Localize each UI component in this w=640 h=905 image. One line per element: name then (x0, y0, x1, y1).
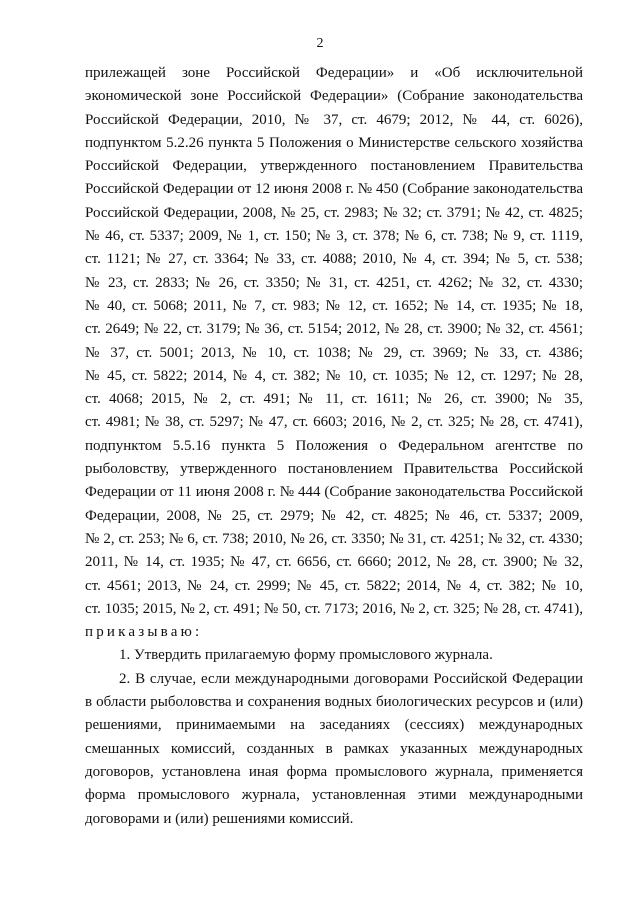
text-line: ст. 4068; 2015, № 2, ст. 491; № 11, ст. 1611; № 26, ст. 3900; № 35, (85, 391, 583, 408)
text-line: № 37, ст. 5001; 2013, № 10, ст. 1038; № 29, ст. 3969; № 33, ст. 4386; (85, 344, 583, 361)
text-line: подпунктом 5.2.26 пункта 5 Положения о Министерстве сельского хозяйства (85, 134, 583, 151)
paragraph-2-line: форма промыслового журнала, установленная этими международными (85, 787, 583, 804)
text-line: ст. 4981; № 38, ст. 5297; № 47, ст. 6603; 2016, № 2, ст. 325; № 28, ст. 4741), (85, 414, 583, 431)
text-line: Российской Федерации, утвержденного постановлением Правительства (85, 158, 583, 175)
order-word: приказываю: (85, 624, 203, 641)
text-line: прилежащей зоне Российской Федерации» и «Об исключительной (85, 65, 583, 81)
text-line: № 23, ст. 2833; № 26, ст. 3350; № 31, ст. 4251, ст. 4262; № 32, ст. 4330; (85, 274, 583, 291)
document-body (85, 62, 583, 831)
paragraph-2-line: смешанных комиссий, созданных в рамках указанных международных (85, 740, 583, 757)
page-number: 2 (316, 36, 324, 51)
text-line: Федерации, 2008, № 25, ст. 2979; № 42, ст. 4825; № 46, ст. 5337; 2009, (85, 507, 583, 524)
text-line: экономической зоне Российской Федерации» (Собрание законодательства (85, 88, 583, 105)
text-line: ст. 4561; 2013, № 24, ст. 2999; № 45, ст. 5822; 2014, № 4, ст. 382; № 10, (85, 577, 583, 594)
text-line: № 46, ст. 5337; 2009, № 1, ст. 150; № 3, ст. 378; № 6, ст. 738; № 9, ст. 1119, (85, 228, 583, 245)
text-line: Российской Федерации, 2008, № 25, ст. 2983; № 32; ст. 3791; № 42, ст. 4825; (85, 204, 583, 221)
text-line: № 45, ст. 5822; 2014, № 4, ст. 382; № 10, ст. 1035; № 12, ст. 1297; № 28, (85, 367, 583, 384)
text-line: Российской Федерации от 12 июня 2008 г. № 450 (Собрание законодательства (85, 181, 583, 198)
paragraph-1-line: 1. Утвердить прилагаемую форму промыслового журнала. (119, 647, 493, 664)
text-line: Российской Федерации, 2010, № 37, ст. 4679; 2012, № 44, ст. 6026), (85, 111, 583, 128)
paragraph-2-line: договорами и (или) решениями комиссий. (85, 810, 354, 827)
text-line: Федерации от 11 июня 2008 г. № 444 (Собрание законодательства Российской (85, 484, 583, 501)
paragraph-2-line: 2. В случае, если международными договорами Российской Федерации (119, 670, 583, 687)
paragraph-2-line: договоров, установлена иная форма промыслового журнала, применяется (85, 763, 583, 780)
text-line: рыболовству, утвержденного постановлением Правительства Российской (85, 461, 583, 478)
text-line: подпунктом 5.5.16 пункта 5 Положения о Федеральном агентстве по (85, 437, 583, 454)
paragraph-2-line: в области рыболовства и сохранения водных биологических ресурсов и (или) (85, 694, 583, 711)
text-line: № 2, ст. 253; № 6, ст. 738; 2010, № 26, ст. 3350; № 31, ст. 4251; № 32, ст. 4330; (85, 530, 583, 547)
text-line: ст. 2649; № 22, ст. 3179; № 36, ст. 5154; 2012, № 28, ст. 3900; № 32, ст. 4561; (85, 321, 583, 338)
text-line: № 40, ст. 5068; 2011, № 7, ст. 983; № 12, ст. 1652; № 14, ст. 1935; № 18, (85, 297, 583, 314)
text-line: 2011, № 14, ст. 1935; № 47, ст. 6656, ст. 6660; 2012, № 28, ст. 3900; № 32, (85, 554, 583, 571)
paragraph-2-line: решениями, принимаемыми на заседаниях (сессиях) международных (85, 717, 583, 734)
text-line: ст. 1035; 2015, № 2, ст. 491; № 50, ст. 7173; 2016, № 2, ст. 325; № 28, ст. 4741), (85, 600, 583, 617)
text-line: ст. 1121; № 27, ст. 3364; № 33, ст. 4088; 2010, № 4, ст. 394; № 5, ст. 538; (85, 251, 583, 268)
